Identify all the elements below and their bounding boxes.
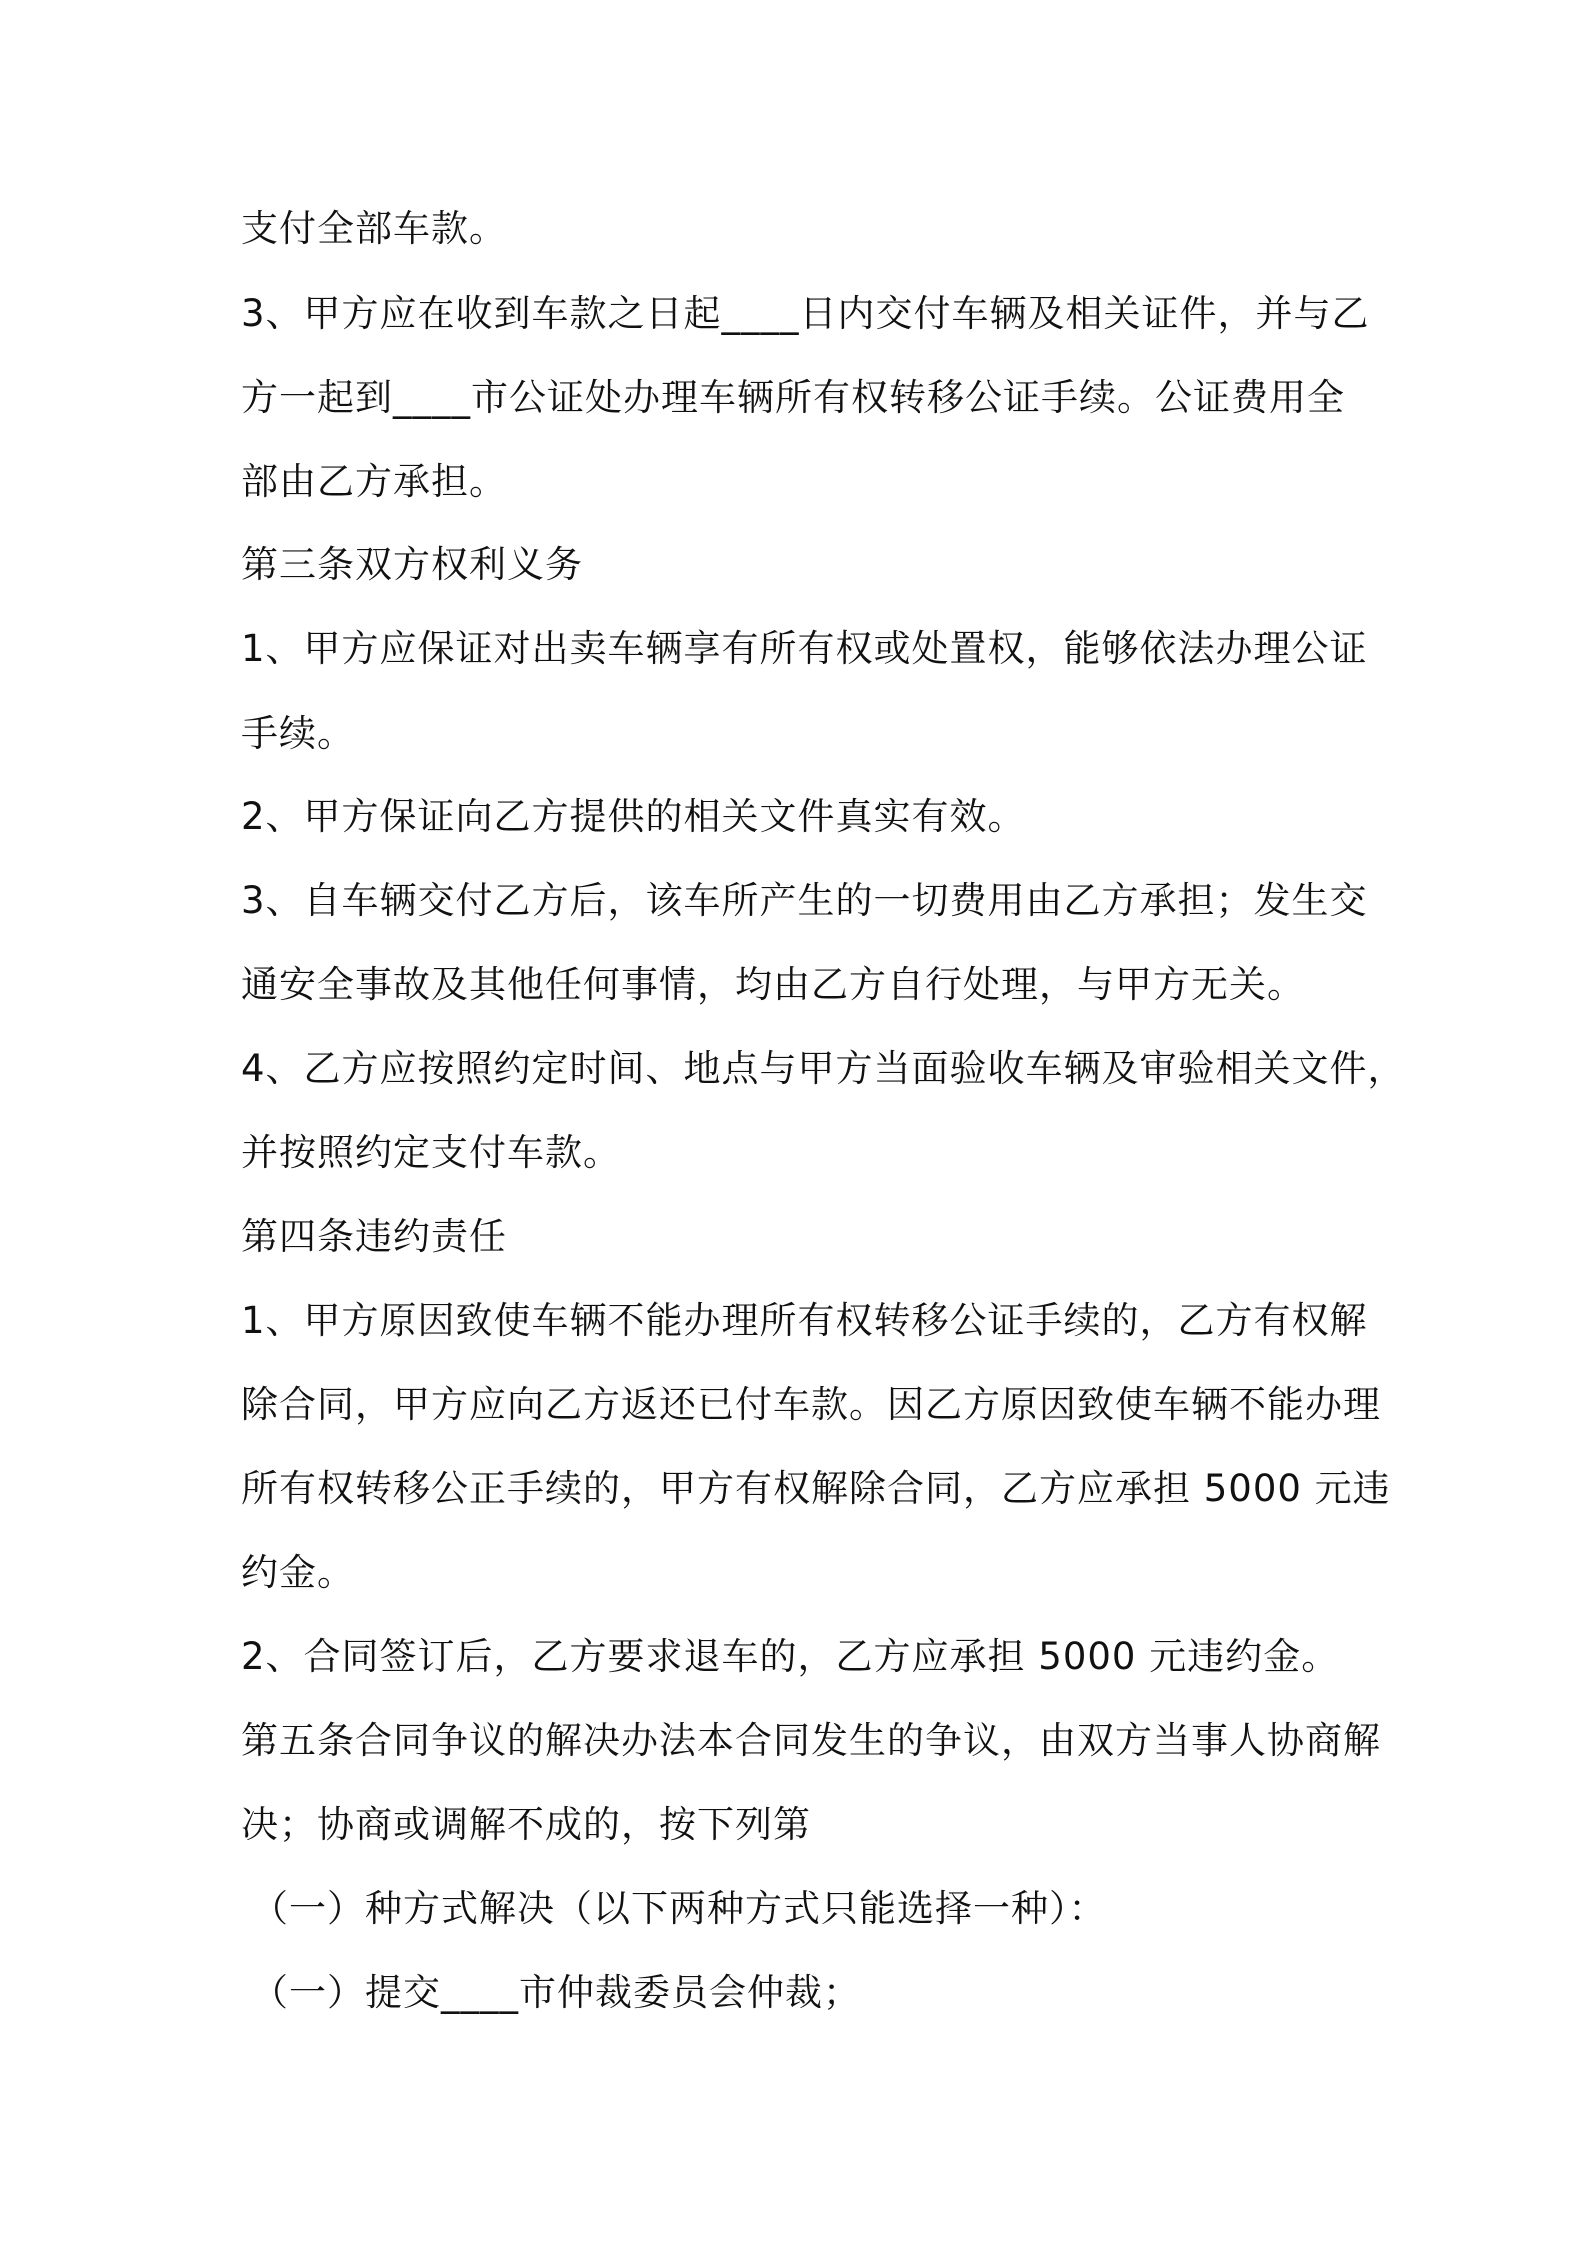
text-line-4: 部由乙方承担。 — [241, 460, 507, 503]
text-line-14: 1、甲方原因致使车辆不能办理所有权转移公证手续的，乙方有权解 — [241, 1299, 1368, 1342]
text-line-3: 方一起到____市公证处办理车辆所有权转移公证手续。公证费用全 — [241, 376, 1345, 419]
text-line-2: 3、甲方应在收到车款之日起____日内交付车辆及相关证件，并与乙 — [241, 292, 1370, 335]
text-line-12: 并按照约定支付车款。 — [241, 1131, 621, 1174]
text-line-18: 2、合同签订后，乙方要求退车的，乙方应承担 5000 元违约金。 — [241, 1635, 1340, 1678]
text-line-15: 除合同，甲方应向乙方返还已付车款。因乙方原因致使车辆不能办理 — [241, 1383, 1381, 1426]
section-heading-5: 第五条合同争议的解决办法本合同发生的争议，由双方当事人协商解 — [241, 1719, 1381, 1762]
text-line-11: 4、乙方应按照约定时间、地点与甲方当面验收车辆及审验相关文件， — [241, 1047, 1406, 1090]
section-heading-3: 第三条双方权利义务 — [241, 543, 583, 586]
text-line-9: 3、自车辆交付乙方后，该车所产生的一切费用由乙方承担；发生交 — [241, 879, 1368, 922]
text-line-17: 约金。 — [241, 1551, 355, 1594]
text-line-6: 1、甲方应保证对出卖车辆享有所有权或处置权，能够依法办理公证 — [241, 627, 1368, 670]
text-line-10: 通安全事故及其他任何事情，均由乙方自行处理，与甲方无关。 — [241, 963, 1305, 1006]
text-line-1: 支付全部车款。 — [241, 207, 507, 250]
text-line-7: 手续。 — [241, 712, 355, 755]
text-line-16: 所有权转移公正手续的，甲方有权解除合同，乙方应承担 5000 元违 — [241, 1467, 1391, 1510]
text-line-8: 2、甲方保证向乙方提供的相关文件真实有效。 — [241, 795, 1026, 838]
section-heading-4: 第四条违约责任 — [241, 1215, 507, 1258]
text-line-21: （一）种方式解决（以下两种方式只能选择一种）： — [251, 1887, 1107, 1930]
text-line-22: （一）提交____市仲裁委员会仲裁； — [251, 1971, 861, 2014]
text-line-20: 决；协商或调解不成的，按下列第 — [241, 1803, 811, 1846]
